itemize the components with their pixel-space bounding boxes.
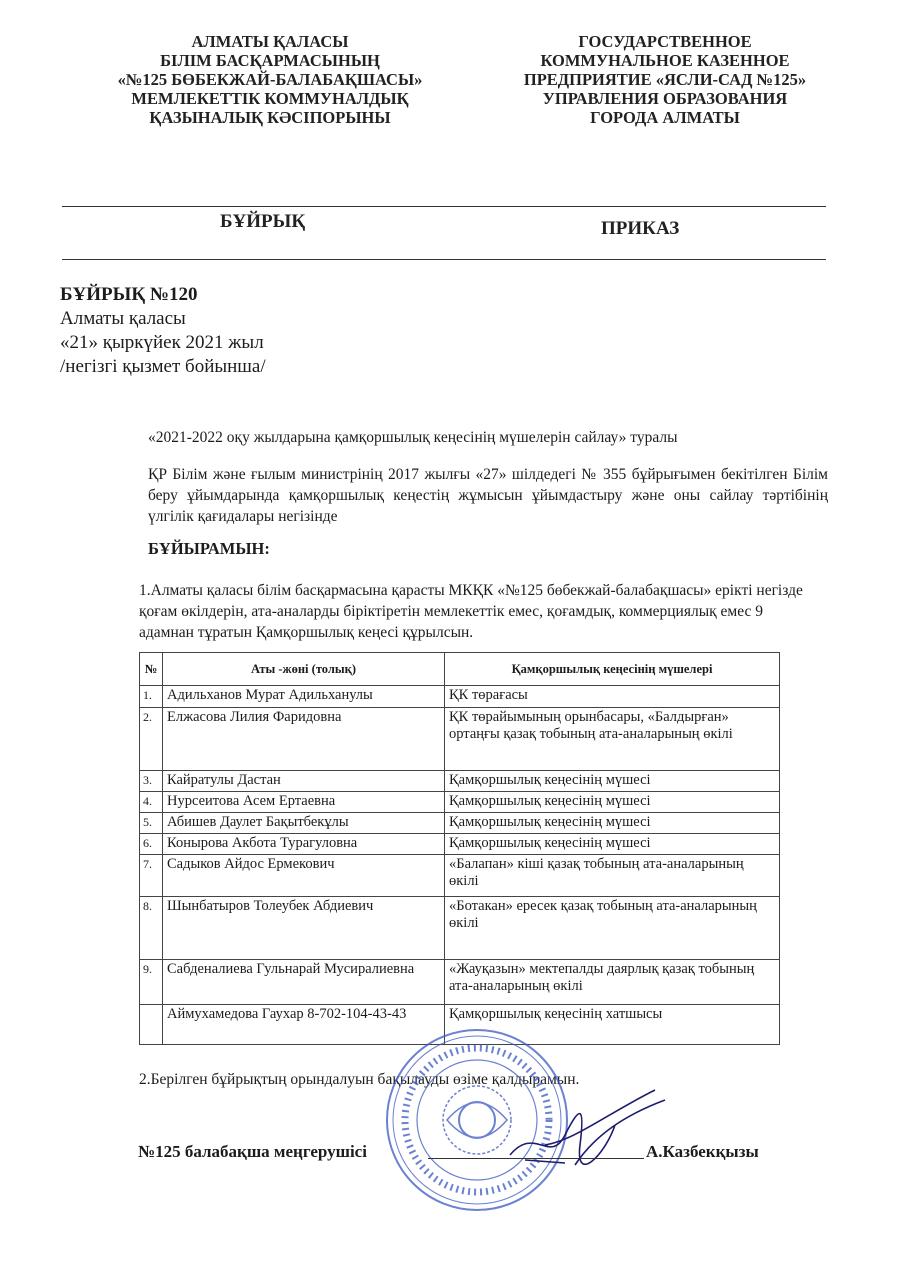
signature-row (138, 1142, 798, 1162)
col-header-number: № (140, 653, 163, 686)
row-role: «Балапан» кіші қазақ тобының ата-аналарының өкілі (445, 855, 780, 897)
row-role: Қамқоршылық кеңесінің мүшесі (445, 792, 780, 813)
row-role: ҚК төрайымының орынбасары, «Балдырған» ортаңғы қазақ тобының ата-аналарының өкілі (445, 708, 780, 771)
order-subject: «2021-2022 оқу жылдарына қамқоршылық кеңесінің мүшелерін сайлау» туралы (148, 429, 678, 446)
row-number: 8. (140, 897, 163, 960)
row-name: Сабденалиева Гульнарай Мусиралиевна (163, 960, 445, 1005)
doc-type-ru: ПРИКАЗ (601, 218, 680, 239)
header-line: БІЛІМ БАСҚАРМАСЫНЫҢ (160, 51, 380, 70)
header-line: УПРАВЛЕНИЯ ОБРАЗОВАНИЯ (542, 89, 788, 108)
signer-position: №125 балабақша меңгерушісі (138, 1142, 367, 1161)
order-item-2: 2.Берілген бұйрықтың орындалуын бақылауды өзіме қалдырамын. (139, 1071, 580, 1088)
order-date: «21» қыркүйек 2021 жыл (60, 332, 264, 353)
table-row (140, 897, 780, 960)
members-table (139, 652, 780, 1045)
row-role: «Жауқазын» мектепалды даярлық қазақ тобының ата-аналарының өкілі (445, 960, 780, 1005)
table-header-row (140, 653, 780, 686)
col-header-name: Аты -жөні (толық) (163, 653, 445, 686)
row-name: Абишев Даулет Бақытбекұлы (163, 813, 445, 834)
col-header-role: Қамқоршылық кеңесінің мүшелері (445, 653, 780, 686)
row-number (140, 1005, 163, 1045)
row-role: «Ботакан» ересек қазақ тобының ата-аналарының өкілі (445, 897, 780, 960)
row-role: Қамқоршылық кеңесінің хатшысы (445, 1005, 780, 1045)
table-row (140, 834, 780, 855)
row-role: Қамқоршылық кеңесінің мүшесі (445, 813, 780, 834)
row-role: ҚК төрағасы (445, 686, 780, 708)
row-number: 9. (140, 960, 163, 1005)
bottom-divider (62, 259, 826, 260)
row-name: Конырова Акбота Турагуловна (163, 834, 445, 855)
row-name: Елжасова Лилия Фаридовна (163, 708, 445, 771)
table-row (140, 960, 780, 1005)
table-row (140, 771, 780, 792)
header-line: ГОРОДА АЛМАТЫ (590, 108, 740, 127)
signer-name: А.Казбекқызы (646, 1142, 759, 1161)
order-item-1: 1.Алматы қаласы білім басқармасына қарасты МКҚК «№125 бөбекжай-балабақшасы» ерікті негізде қоғам өкілдерін, ата-аналарды біріктіретін мемлекеттік емес, қоғамдық, коммерциялық емес 9 адамнан тұратын Қамқоршылық кеңесі құрылсын. (139, 582, 803, 641)
order-meta (60, 283, 266, 379)
row-number: 3. (140, 771, 163, 792)
order-word: БҰЙЫРАМЫН: (148, 539, 270, 558)
table-row (140, 813, 780, 834)
row-role: Қамқоршылық кеңесінің мүшесі (445, 771, 780, 792)
top-divider (62, 206, 826, 207)
row-name: Аймухамедова Гаухар 8-702-104-43-43 (163, 1005, 445, 1045)
row-name: Нурсеитова Асем Ертаевна (163, 792, 445, 813)
header-right-ru (500, 32, 830, 127)
row-number: 4. (140, 792, 163, 813)
header-line: «№125 БӨБЕКЖАЙ-БАЛАБАҚШАСЫ» (117, 70, 423, 89)
header-line: ПРЕДПРИЯТИЕ «ЯСЛИ-САД №125» (523, 70, 807, 89)
signature-line (428, 1158, 644, 1159)
table-row (140, 708, 780, 771)
row-name: Садыков Айдос Ермекович (163, 855, 445, 897)
doc-type-kz: БҰЙРЫҚ (220, 211, 306, 232)
row-name: Шынбатыров Толеубек Абдиевич (163, 897, 445, 960)
header-line: ГОСУДАРСТВЕННОЕ (578, 32, 752, 51)
header-line: ҚАЗЫНАЛЫҚ КӘСІПОРЫНЫ (149, 108, 391, 127)
row-number: 2. (140, 708, 163, 771)
row-number: 7. (140, 855, 163, 897)
order-preamble: ҚР Білім және ғылым министрінің 2017 жылғы «27» шілдедегі № 355 бұйрығымен бекітілген Білім беру ұйымдарында қамқоршылық кеңестің жұмысын ұйымдастыру және оны сайлау тәртібінің үлгілік қағидалары негізінде (148, 466, 828, 525)
table-row (140, 792, 780, 813)
header-line: МЕМЛЕКЕТТІК КОММУНАЛДЫҚ (131, 89, 409, 108)
table-row (140, 686, 780, 708)
row-number: 6. (140, 834, 163, 855)
row-role: Қамқоршылық кеңесінің мүшесі (445, 834, 780, 855)
row-number: 1. (140, 686, 163, 708)
order-basis: /негізгі қызмет бойынша/ (60, 356, 266, 377)
header-line: КОММУНАЛЬНОЕ КАЗЕННОЕ (540, 51, 790, 70)
row-name: Адильханов Мурат Адильханулы (163, 686, 445, 708)
table-row (140, 855, 780, 897)
header-left-kz (100, 32, 440, 127)
row-name: Кайратулы Дастан (163, 771, 445, 792)
order-city: Алматы қаласы (60, 308, 186, 329)
order-number: БҰЙРЫҚ №120 (60, 284, 198, 305)
header-line: АЛМАТЫ ҚАЛАСЫ (191, 32, 349, 51)
row-number: 5. (140, 813, 163, 834)
